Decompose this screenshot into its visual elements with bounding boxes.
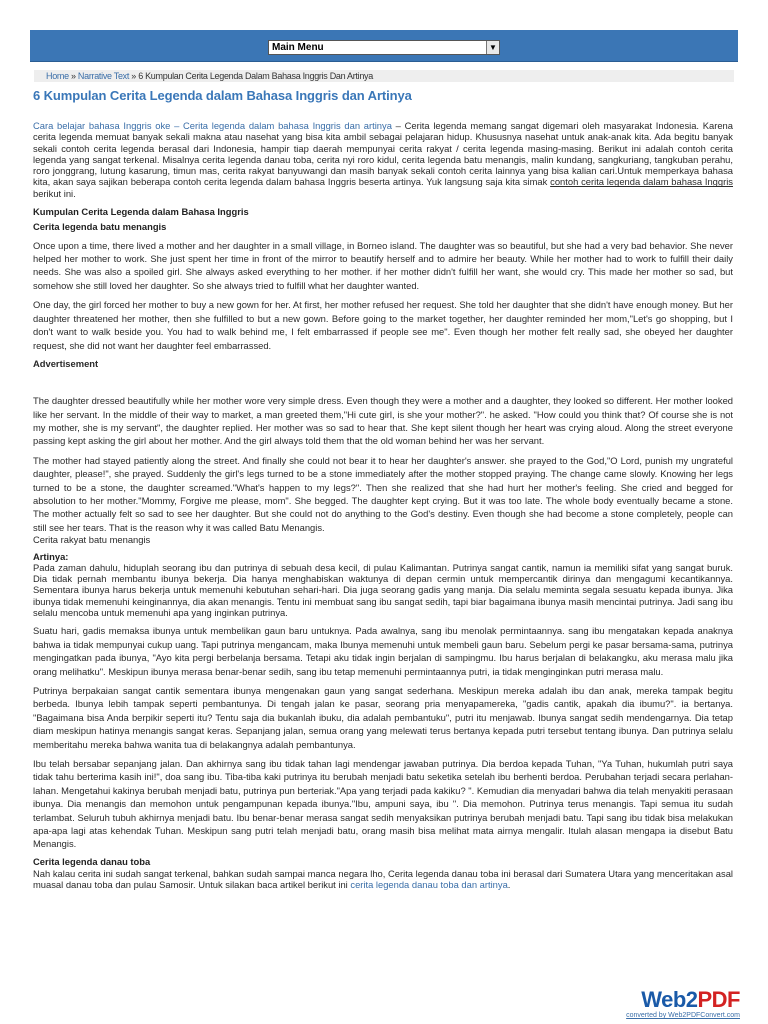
translation-paragraph-2: Suatu hari, gadis memaksa ibunya untuk membelikan gaun baru untuknya. Pada awalnya, sang ibu menolak permintaannya. sang ibu mengatakan kepada anaknya bahwa ia tidak mempunyai cukup uang. Tapi putrinya mengancam, maka Ibunya memenuhi untuk membeli gaun baru. Sebelum pergi ke pasar bersama-sama, putrinya mengingatkan pada ibunya, "Ayo kita pergi berbelanja bersama. Tetapi aku tidak ingin berjalan di sampingmu. Ibu harus berjalan di belakangku, aku merasa malu jika orang melihatku". Meskipun ibunya merasa benar-benar sedih, sang ibu tetap memenuhi permintaannya putri, ia tidak menginginkan putri merasa malu. [33, 625, 733, 677]
translation-paragraph-1: Pada zaman dahulu, hiduplah seorang ibu dan putrinya di sebuah desa kecil, di pulau Kalimantan. Putrinya sangat cantik, namun ia memiliki sifat yang sangat buruk. Dia tidak pernah membantu ibunya bekerja. Dia hanya menghabiskan waktunya di depan cermin untuk mempercantik dirinya dan mengagumi kecantikannya. Sementara ibunya harus bekerja untuk memenuhi kebutuhan sehari-hari. Dia juga seorang gadis yang manja. Dia selalu meminta segala sesuatu kepada ibunya. Jika ibunya tidak memenuhi keinginannya, dia akan menangis. Tentu ini membuat sang ibu sangat sedih, tapi biar bagaimana ibunya masih mencintai putrinya. Jadi sang ibu selalu mencoba untuk memenuhi apa yang inginkan putrinya. [33, 561, 733, 619]
intro-paragraph [33, 120, 733, 199]
web2pdf-logo [620, 988, 740, 1012]
subtitle-indonesian: Cerita rakyat batu menangis [33, 534, 151, 546]
danau-toba-text: Nah kalau cerita ini sudah sangat terkenal, bahkan sudah sampai manca negara lho, Cerita legenda danau toba ini berasal dari Sumatera Utara yang menceritakan asal muasal danau toba dan pulau Samosir. Untuk silakan baca artikel berikut ini [33, 868, 733, 891]
breadcrumb-category-link[interactable]: Narrative Text [77, 71, 130, 81]
page-title: 6 Kumpulan Cerita Legenda dalam Bahasa Inggris dan Artinya [33, 88, 412, 103]
breadcrumb-separator: » [129, 71, 139, 81]
danau-toba-paragraph [33, 868, 733, 891]
intro-link-1[interactable]: Cara belajar bahasa Inggris oke [33, 120, 171, 131]
danau-toba-tail: . [507, 879, 511, 891]
top-navigation-bar [30, 30, 738, 62]
section-heading-batu-menangis: Cerita legenda batu menangis [33, 221, 167, 233]
intro-underlined-text[interactable]: contoh cerita legenda dalam bahasa Inggris [550, 176, 733, 188]
breadcrumb-current: 6 Kumpulan Cerita Legenda Dalam Bahasa Inggris Dan Artinya [138, 71, 373, 81]
translation-paragraph-4: Ibu telah bersabar sepanjang jalan. Dan akhirnya sang ibu tidak tahan lagi mendengar jawaban putrinya. Dia berdoa kepada Tuhan, "Ya Tuhan, hukumlah putri saya tidak tahu berterima kasih ini!", doa sang ibu. Tiba-tiba kaki putrinya itu berubah menjadi batu seketika setelah ibu berhenti berdoa. Perubahan terjadi secara perlahan-lahan. Mengetahui kakinya berubah menjadi batu, putrinya pun berteriak."Apa yang terjadi pada kakiku? ". Kemudian dia menyadari bahwa dia telah menyakiti perasaan ibunya. Dia menangis dan memohon untuk pengampunan kepada ibunya."Ibu, ampuni saya, ibu ". Dia memohon. Putrinya terus menangis. Tapi semua itu sudah terlambat. Seluruh tubuh akhirnya menjadi batu. Ibu benar-benar merasa sangat sedih menyaksikan putrinya berubah menjadi batu. Tapi sang ibu tidak bisa melakukan apa-apa lagi atas kehendak Tuhan. Meskipun sang putri telah menjadi batu, orang masih bisa melihat mata airnya mengalir. Itulah alasan mengapa ia disebut Batu Menangis. [33, 758, 733, 850]
translation-paragraph-3: Putrinya berpakaian sangat cantik sementara ibunya mengenakan gaun yang sangat sederhana. Meskipun mereka adalah ibu dan anak, mereka tampak begitu berbeda. Ibunya lebih tampak seperti pembantunya. Di tengah jalan ke pasar, seorang pria menyapamereka, "gadis cantik, apakah dia ibumu?". ia bertanya. "Bagaimana bisa Anda berpikir seperti itu? Tentu saja dia bukanlah ibuku, dia adalah pembantuku", putri itu menjawab. Ibunya sangat sedih mendengarnya. Dia tetap diam meskipun hatinya menangis sangat keras. Sepanjang jalan, semua orang yang melewati terus bertanya kepada putri tersebut tentang ibunya. Dan putrinya selalu memberitahu mereka bahwa wanita tua di belakangnya adalah pembantunya. [33, 684, 733, 750]
advertisement-label: Advertisement [33, 357, 99, 369]
artinya-heading: Artinya: [33, 550, 69, 562]
story-paragraph-4: The mother had stayed patiently along the street. And finally she could not bear it to hear her daughter's answer. she prayed to the God,"O Lord, punish my ungrateful daughter, please!", she prayed. Suddenly the girl's legs turned to be a stone immediately after the mother stopped praying. The change came slowly. Knowing her legs turned to be a stone, the daughter screamed."What's happen to my legs?". Then she realized that she had hurt her mother's feeling. She cried and begged for absolution to her mother."Mommy, Forgive me please, mom". She begged. The daughter kept crying. But it was too late. The whole body eventually became a stone. The mother actually felt so sad to see her daughter. But she could not do anything to the God's destiny. Even though she had become a stone completely, people can still see her tears. That is the reason why it was called Batu Menangis. [33, 454, 733, 533]
intro-dash: – [170, 120, 184, 131]
web2pdf-watermark [620, 988, 740, 1022]
chevron-down-icon[interactable]: ▼ [486, 41, 499, 54]
main-menu-label: Main Menu [272, 42, 324, 53]
web2pdf-logo-pdf: PDF [697, 987, 740, 1012]
section-heading-kumpulan: Kumpulan Cerita Legenda dalam Bahasa Inggris [33, 206, 249, 218]
breadcrumb-separator: » [68, 71, 78, 81]
breadcrumb [34, 70, 734, 82]
web2pdf-logo-web2: Web2 [641, 987, 698, 1012]
main-menu-select[interactable] [268, 40, 500, 55]
danau-toba-link[interactable]: cerita legenda danau toba dan artinya [350, 879, 508, 891]
article-content [33, 120, 733, 891]
story-paragraph-1: Once upon a time, there lived a mother and her daughter in a small village, in Borneo island. The daughter was so beautiful, but she had a very bad behavior. She never helped her mother to work. She just spent her time in front of the mirror to beautify herself and to admire her beauty. While her mother had to work to fulfill their daily needs. She was also a spoiled girl. She always asked everything to her mother. if her mother didn't fulfill her want, she would cry. This made her mother so sad, but somehow she still loved her daughter. So she always tried to fulfill what her daughter wanted. [33, 239, 733, 291]
intro-tail: berikut ini. [33, 187, 76, 199]
breadcrumb-home-link[interactable]: Home [46, 71, 69, 81]
web2pdf-converted-link[interactable]: converted by Web2PDFConvert.com [626, 1012, 740, 1019]
section-heading-danau-toba: Cerita legenda danau toba [33, 855, 151, 867]
story-paragraph-3: The daughter dressed beautifully while her mother wore very simple dress. Even though they were a mother and a daughter, they looked so different. Her mother looked like her servant. In the middle of their way to market, a man greeted them,"Hi cute girl, is she your mother?". he asked. "How could you think that? Of course she is not my mother, she is my servant", the daughter replied. Her mother was so sad to hear that. She kept silent though her heart was crying aloud. Along the street everyone passing kept asking the girl about her mother. And the girl always told them that the old woman behind her was her servant. [33, 395, 733, 447]
intro-text: – Cerita legenda memang sangat digemari oleh masyarakat Indonesia. Karena cerita legenda memuat banyak sekali makna atau nasehat yang bisa kita ambil sebagai pelajaran hidup. Khususnya nasehat untuk anak-anak kita. Ada begitu banyak sekali contoh cerita legenda berasal dari Indonesia, hampir tiap daerah mempunyai cerita rakyat / cerita legenda masing-masing. Berikut ini adalah contoh cerita legenda yang sangat terkenal. Misalnya cerita legenda danau toba, cerita nyi roro kidul, cerita legenda batu menangis, malin kundang, sangkuriang, tangkuban perahu, roro jonggrang, lutung kasarung, timun mas, cerita rakyat banyuwangi dan masih banyak sekali contoh cerita lainnya yang bisa kalian cari.Untuk memperkaya bahasa kita, akan saya sajikan beberapa contoh cerita legenda dalam bahasa Inggris beserta artinya. Yuk langsung saja kita simak [33, 120, 733, 188]
story-paragraph-2: One day, the girl forced her mother to buy a new gown for her. At first, her mother refused her request. She told her daughter that she didn't have enough money. But her daughter threatened her mother, then she fulfilled to but a new gown. Before going to the market together, her daughter reminded her mom,"Let's go shopping, but I don't want to walk beside you. You had to walk behind me, I felt embarrassed if people see me". Even though her mother felt really sad, she obeyed her daughter request, she did not want her daughter feel embarrassed. [33, 299, 733, 351]
intro-link-2[interactable]: Cerita legenda dalam bahasa Inggris dan artinya [183, 120, 392, 131]
